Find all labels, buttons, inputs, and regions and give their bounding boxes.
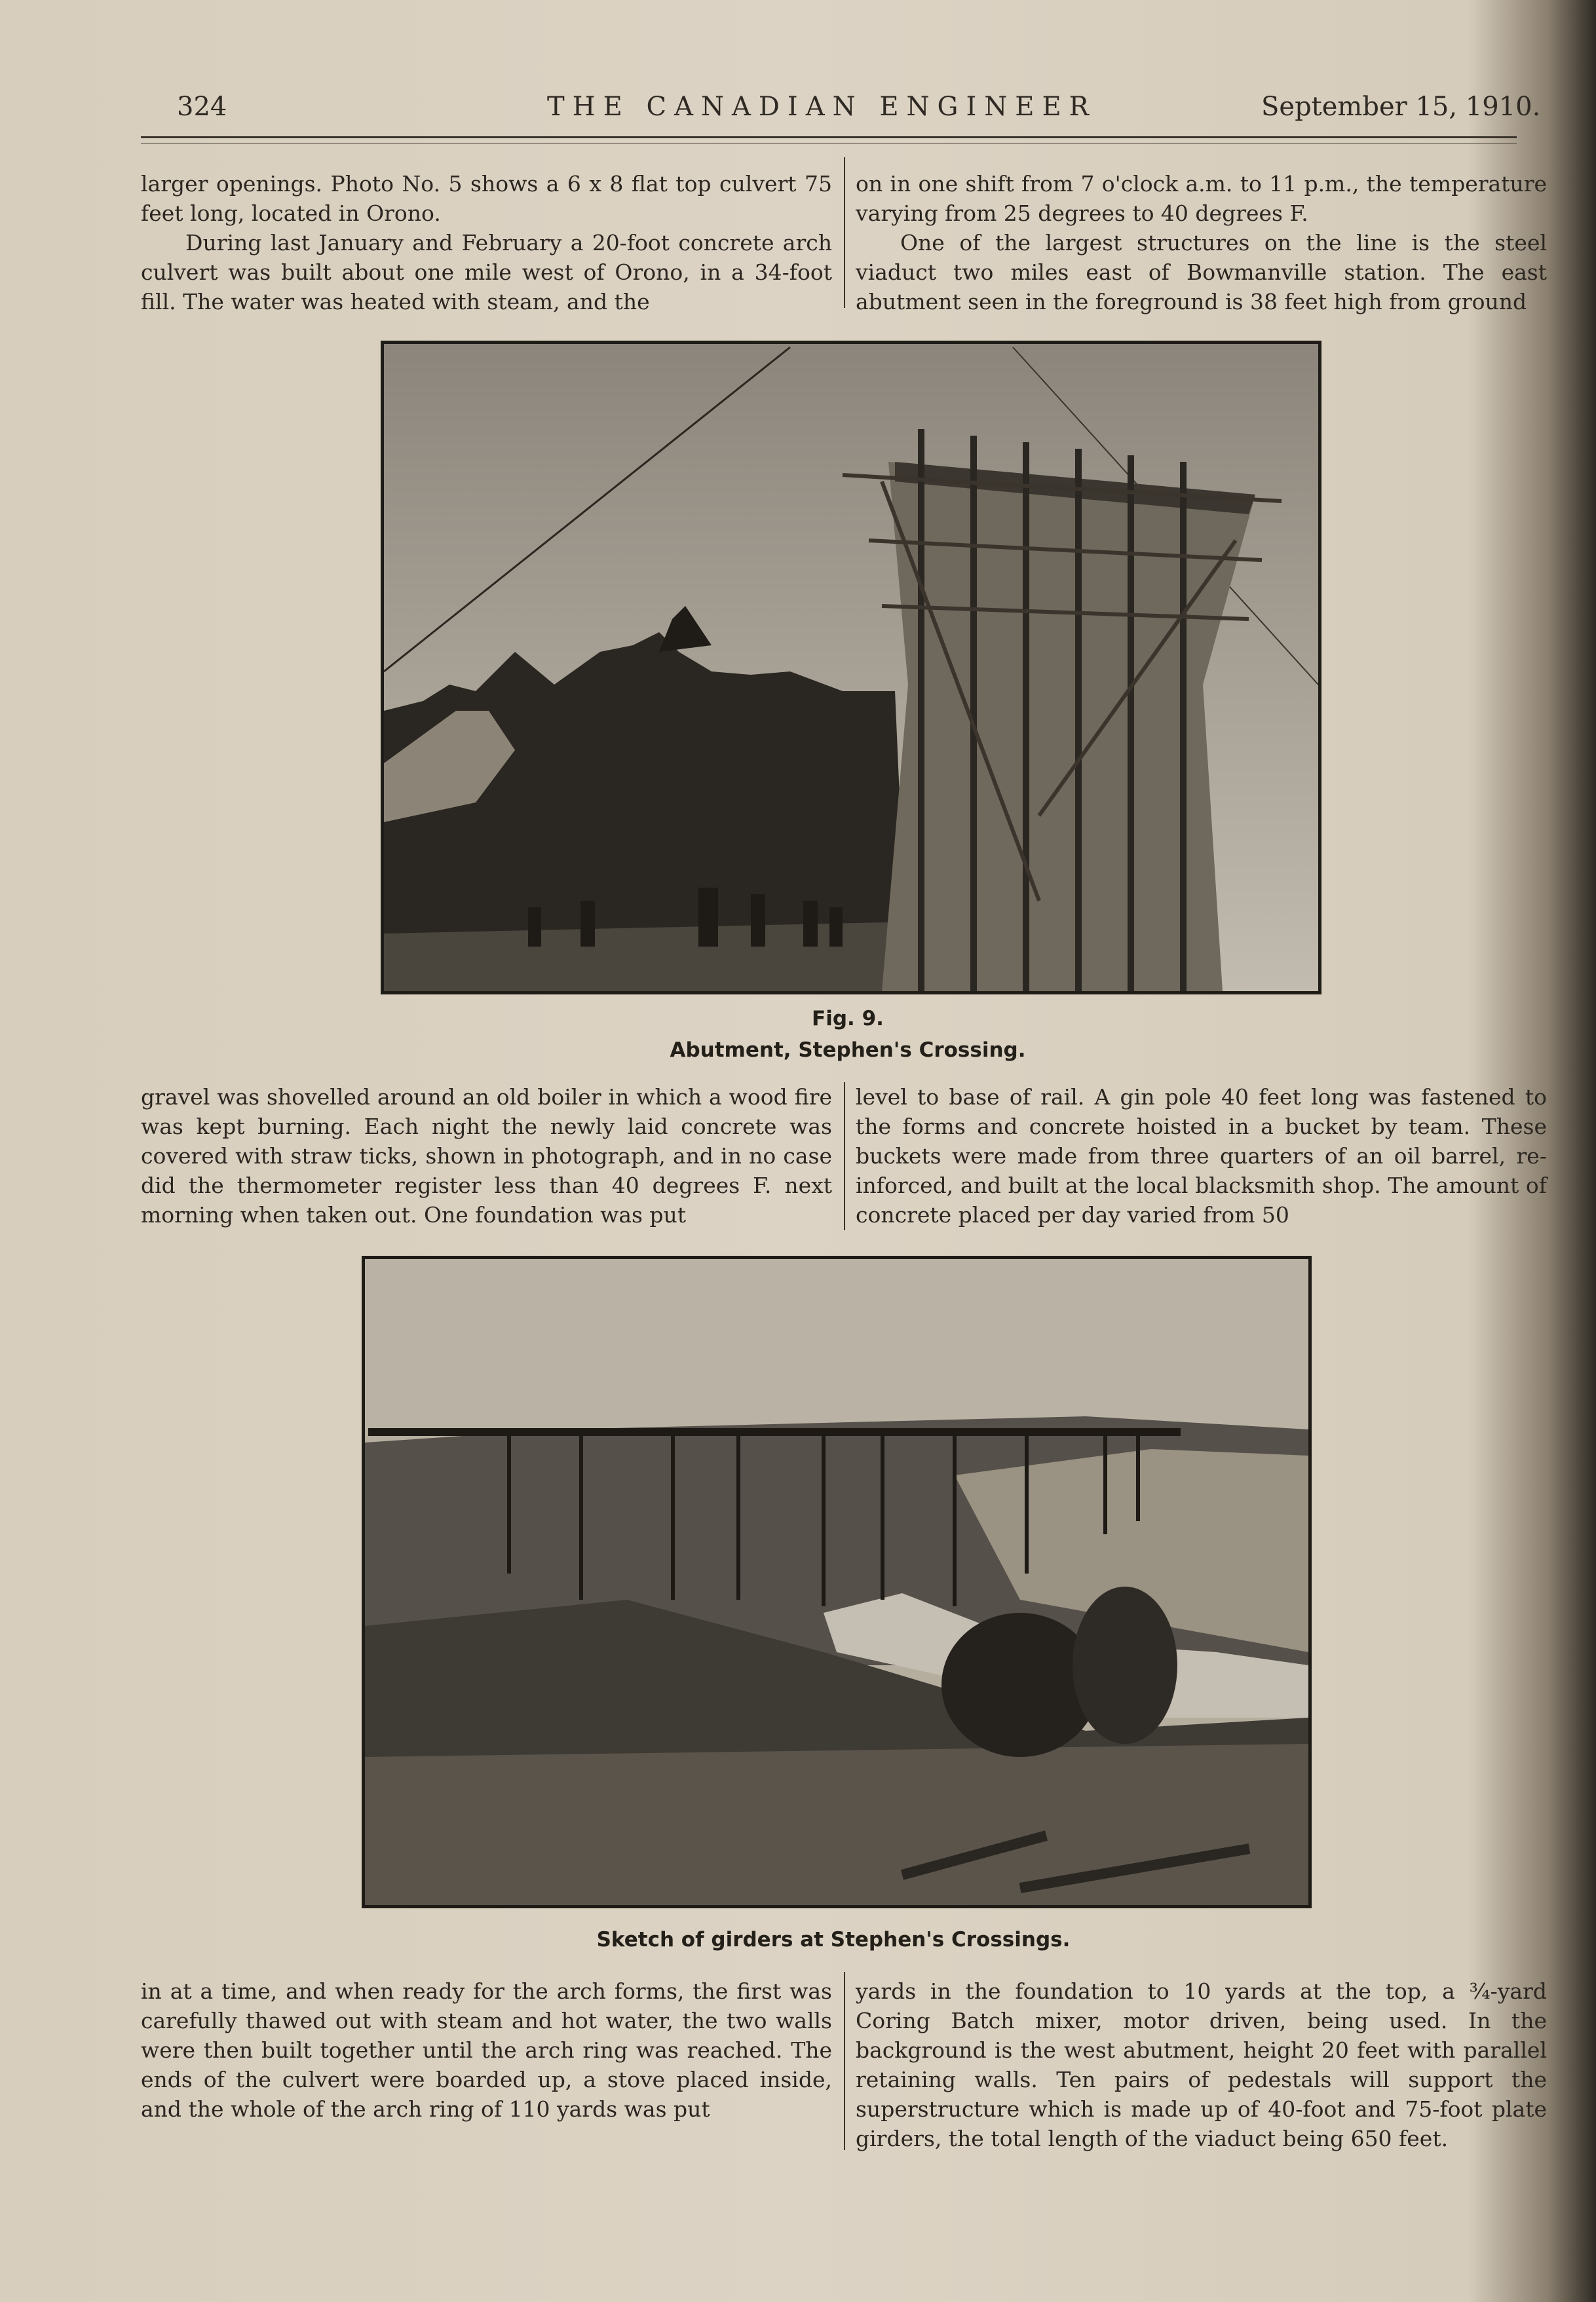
page-number: 324	[177, 92, 227, 122]
top-left-column	[141, 169, 832, 316]
figure-label: Fig. 9.	[812, 1007, 884, 1030]
journal-title: THE CANADIAN ENGINEER	[547, 92, 1097, 122]
header-rule	[141, 136, 1517, 138]
girders-sketch-photo	[362, 1256, 1312, 1908]
paragraph: One of the largest structures on the line is the steel viaduct two miles east of Bowmanville station. The east abutment seen in the foreground is 38 feet high from ground	[856, 230, 1547, 314]
column-divider	[844, 1082, 845, 1230]
middle-left-column	[141, 1082, 832, 1230]
middle-right-column	[856, 1082, 1547, 1230]
top-right-column	[856, 169, 1547, 316]
abutment-photo	[381, 341, 1321, 994]
paragraph: larger openings. Photo No. 5 shows a 6 x 8 flat top culvert 75 feet long, located in Orono.	[141, 171, 832, 226]
column-divider	[844, 157, 845, 308]
issue-date: September 15, 1910.	[1261, 92, 1541, 122]
column-divider	[844, 1972, 845, 2150]
bottom-left-column	[141, 1976, 832, 2124]
figure-caption: Abutment, Stephen's Crossing.	[670, 1038, 1026, 1062]
paragraph: on in one shift from 7 o'clock a.m. to 11 p.m., the temperature varying from 25 degrees to 40 degrees F.	[856, 171, 1547, 226]
paragraph: During last January and February a 20-foot concrete arch culvert was built about one mile west of Orono, in a 34-foot fill. The water was heated with steam, and the	[141, 230, 832, 314]
paragraph: level to base of rail. A gin pole 40 feet long was fastened to the forms and concrete hoisted in a bucket by team. These buckets were made from three quarters of an oil barrel, re-inforced, and built at the local blacksmith shop. The amount of concrete placed per day varied from 50	[856, 1084, 1547, 1228]
figure-caption: Sketch of girders at Stephen's Crossings.	[596, 1928, 1071, 1952]
paragraph: yards in the foundation to 10 yards at the top, a ¾-yard Coring Batch mixer, motor driven, being used. In the background is the west abutment, height 20 feet with parallel retaining walls. Ten pairs of pedestals will support the superstructure which is made up of 40-foot and 75-foot plate girders, the total length of the viaduct being 650 feet.	[856, 1978, 1547, 2151]
bottom-right-column	[856, 1976, 1547, 2153]
paragraph: in at a time, and when ready for the arch forms, the first was carefully thawed out with steam and hot water, the two walls were then built together until the arch ring was reached. The ends of the culvert were boarded up, a stove placed inside, and the whole of the arch ring of 110 yards was put	[141, 1978, 832, 2122]
paragraph: gravel was shovelled around an old boiler in which a wood fire was kept burning. Each night the newly laid concrete was covered with straw ticks, shown in photograph, and in no case did the thermometer register less than 40 degrees F. next morning when taken out. One foundation was put	[141, 1084, 832, 1228]
